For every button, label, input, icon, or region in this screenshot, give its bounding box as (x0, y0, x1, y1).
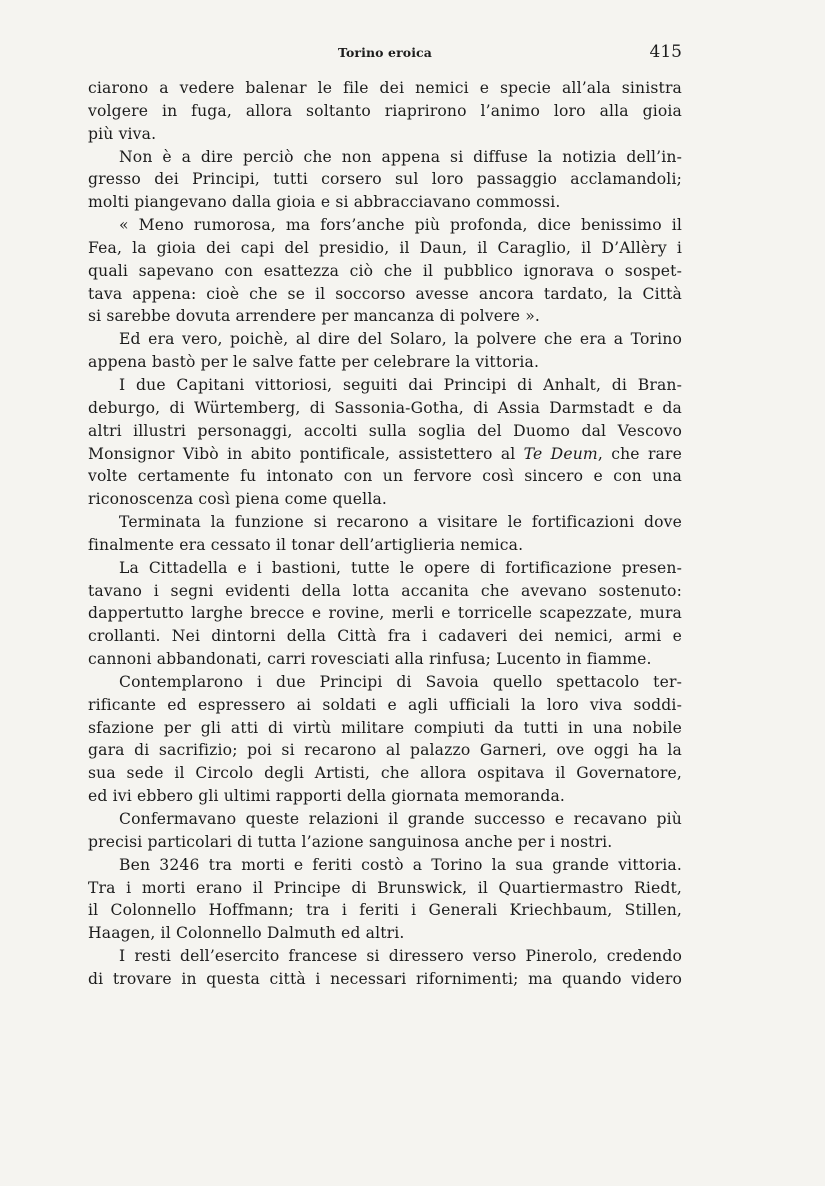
text-line: Fea, la gioia dei capi del presidio, il Daun, il Caraglio, il D’Allèry i (88, 238, 682, 257)
text-line: molti piangevano dalla gioia e si abbracciavano commossi. (88, 193, 561, 212)
text-line: deburgo, di Würtemberg, di Sassonia-Gotha, di Assia Darmstadt e da (88, 398, 682, 417)
text-line: I due Capitani vittoriosi, seguiti dai Principi di Anhalt, di Bran- (119, 375, 682, 394)
text-line: rificante ed espressero ai soldati e agli ufficiali la loro viva soddi- (88, 695, 682, 714)
text-line: « Meno rumorosa, ma fors’anche più profonda, dice benissimo il (119, 216, 682, 235)
text-line: Contemplarono i due Principi di Savoia quello spettacolo ter- (119, 672, 682, 691)
text-line: si sarebbe dovuta arrendere per mancanza di polvere ». (88, 307, 540, 326)
text-line: sua sede il Circolo degli Artisti, che allora ospitava il Governatore, (88, 764, 682, 783)
body-text (88, 77, 682, 991)
text-line: Terminata la funzione si recarono a visitare le fortificazioni dove (119, 513, 682, 532)
text-line: ciarono a vedere balenar le file dei nemici e specie all’ala sinistra (88, 79, 682, 97)
text-line: Non è a dire perciò che non appena si diffuse la notizia dell’in- (119, 147, 682, 166)
text-line: altri illustri personaggi, accolti sulla soglia del Duomo dal Vescovo (88, 421, 682, 440)
text-line: dappertutto larghe brecce e rovine, merli e torricelle scapezzate, mura (88, 604, 682, 623)
text-line: precisi particolari di tutta l’azione sanguinosa anche per i nostri. (88, 832, 613, 851)
text-line: il Colonnello Hoffmann; tra i feriti i Generali Kriechbaum, Stillen, (88, 901, 682, 920)
italic-title: Te Deum (523, 444, 598, 463)
text-line: tavano i segni evidenti della lotta accanita che avevano sostenuto: (88, 581, 682, 600)
text-line: Ed era vero, poichè, al dire del Solaro, la polvere che era a Torino (119, 330, 682, 349)
text-line: cannoni abbandonati, carri rovesciati alla rinfusa; Lucento in fiamme. (88, 650, 652, 669)
text-line: La Cittadella e i bastioni, tutte le opere di fortificazione presen- (119, 558, 682, 577)
text-line: Haagen, il Colonnello Dalmuth ed altri. (88, 924, 405, 943)
text-line: gresso dei Principi, tutti corsero sul loro passaggio acclamandoli; (88, 170, 682, 189)
text-line: riconoscenza così piena come quella. (88, 490, 388, 509)
text-line: sfazione per gli atti di virtù militare compiuti da tutti in una nobile (88, 718, 682, 737)
running-title: Torino eroica (338, 45, 432, 60)
text-line-part: Monsignor Vibò in abito pontificale, assistettero al (88, 444, 524, 463)
text-line: Confermavano queste relazioni il grande successo e recavano più (119, 810, 682, 828)
text-line: finalmente era cessato il tonar dell’artiglieria nemica. (88, 535, 524, 554)
text-line (88, 443, 682, 466)
text-line: volte certamente fu intonato con un fervore così sincero e con una (88, 467, 682, 486)
text-line: I resti dell’esercito francese si diressero verso Pinerolo, credendo (119, 947, 682, 966)
page-number: 415 (649, 42, 682, 62)
text-line: di trovare in questa città i necessari rifornimenti; ma quando videro (88, 969, 682, 988)
text-line-part: , che rare (597, 444, 682, 463)
text-line: gara di sacrifizio; poi si recarono al palazzo Garneri, ove oggi ha la (88, 741, 682, 760)
text-line: crollanti. Nei dintorni della Città fra i cadaveri dei nemici, armi e (88, 627, 682, 646)
text-line: volgere in fuga, allora soltanto riaprirono l’animo loro alla gioia (88, 101, 682, 120)
text-line: Ben 3246 tra morti e feriti costò a Torino la sua grande vittoria. (119, 855, 682, 874)
text-line: quali sapevano con esattezza ciò che il pubblico ignorava o sospet- (88, 261, 682, 280)
text-line: appena bastò per le salve fatte per celebrare la vittoria. (88, 353, 540, 372)
page-header (88, 43, 682, 67)
text-line: ed ivi ebbero gli ultimi rapporti della giornata memoranda. (88, 787, 566, 806)
text-line: Tra i morti erano il Principe di Brunswick, il Quartiermastro Riedt, (88, 878, 682, 897)
text-line: più viva. (88, 124, 157, 143)
text-line: tava appena: cioè che se il soccorso avesse ancora tardato, la Città (88, 284, 682, 303)
